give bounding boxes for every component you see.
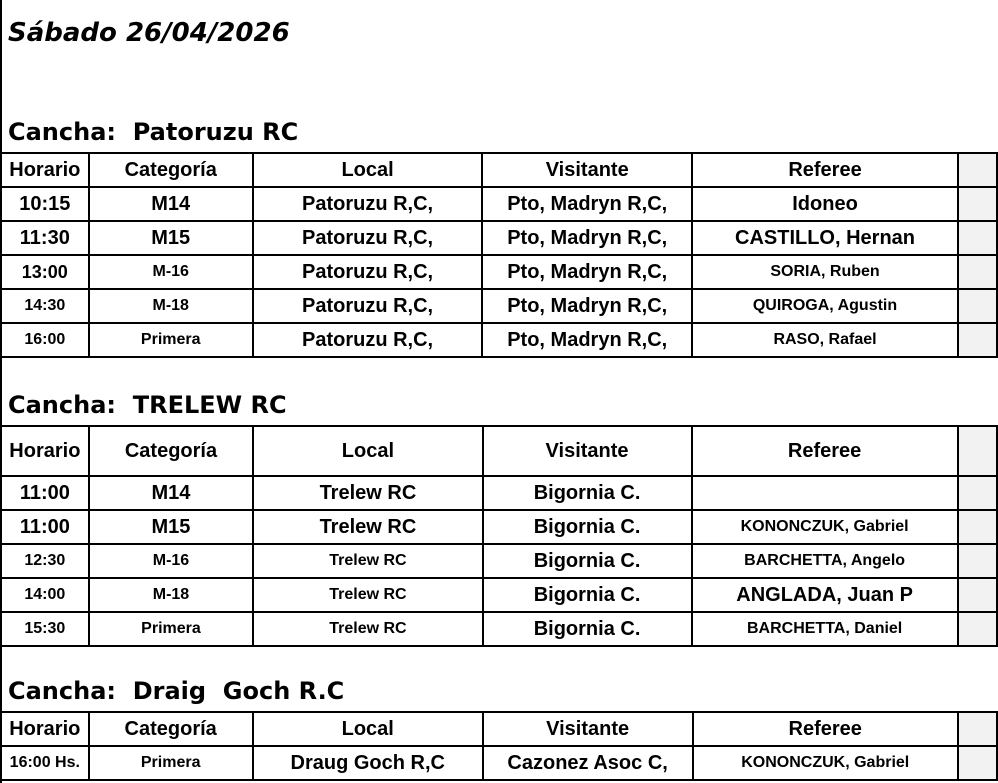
table-header-row — [1, 153, 997, 187]
cell-extra — [958, 323, 997, 357]
cell-visitante: Pto, Madryn R,C, — [482, 289, 692, 323]
cell-categoria: Primera — [89, 323, 253, 357]
header-local: Local — [253, 712, 483, 746]
table-row — [1, 578, 997, 612]
cell-categoria: M-18 — [89, 578, 254, 612]
cell-local: Patoruzu R,C, — [253, 187, 483, 221]
header-visitante: Visitante — [483, 426, 692, 476]
cell-local: Trelew RC — [253, 612, 482, 646]
table-row — [1, 323, 997, 357]
table-row — [1, 612, 997, 646]
cell-referee: RASO, Rafael — [692, 323, 958, 357]
cell-visitante: Bigornia C. — [483, 544, 692, 578]
cell-referee: BARCHETTA, Angelo — [692, 544, 958, 578]
cell-visitante: Bigornia C. — [483, 476, 692, 510]
header-categoria: Categoría — [89, 153, 253, 187]
cancha-title-patoruzu: Cancha: Patoruzu RC — [8, 118, 299, 146]
table-row — [1, 187, 997, 221]
cell-horario: 11:00 — [1, 510, 89, 544]
cell-extra — [958, 510, 997, 544]
cell-categoria: M-18 — [89, 289, 253, 323]
cell-visitante: Pto, Madryn R,C, — [482, 187, 692, 221]
cell-extra — [958, 255, 997, 289]
cell-local: Trelew RC — [253, 578, 482, 612]
table-row — [1, 746, 997, 780]
cell-visitante: Pto, Madryn R,C, — [482, 221, 692, 255]
schedule-table-draig-goch — [0, 711, 998, 781]
table-header-row — [1, 712, 997, 746]
cell-horario: 16:00 — [1, 323, 89, 357]
table-row — [1, 289, 997, 323]
cell-referee: BARCHETTA, Daniel — [692, 612, 958, 646]
header-referee: Referee — [692, 426, 958, 476]
cell-local: Patoruzu R,C, — [253, 323, 483, 357]
cell-extra — [958, 544, 997, 578]
header-extra — [958, 153, 997, 187]
cell-categoria: M-16 — [89, 544, 254, 578]
header-categoria: Categoría — [89, 426, 254, 476]
table-row — [1, 255, 997, 289]
cell-local: Trelew RC — [253, 544, 482, 578]
table-row — [1, 510, 997, 544]
cell-horario: 15:30 — [1, 612, 89, 646]
table-row — [1, 221, 997, 255]
header-extra — [958, 426, 997, 476]
left-border — [0, 0, 2, 783]
cell-visitante: Bigornia C. — [483, 612, 692, 646]
cell-extra — [958, 221, 997, 255]
cell-extra — [958, 289, 997, 323]
cancha-title-trelew: Cancha: TRELEW RC — [8, 391, 287, 419]
page-date-heading: Sábado 26/04/2026 — [8, 18, 290, 48]
cell-local: Trelew RC — [253, 510, 482, 544]
cell-visitante: Bigornia C. — [483, 510, 692, 544]
header-local: Local — [253, 153, 483, 187]
cell-horario: 14:30 — [1, 289, 89, 323]
cell-categoria: Primera — [89, 746, 253, 780]
cancha-title-draig-goch: Cancha: Draig Goch R.C — [8, 677, 345, 705]
header-visitante: Visitante — [482, 153, 692, 187]
cell-horario: 11:00 — [1, 476, 89, 510]
header-horario: Horario — [1, 426, 89, 476]
cell-referee: KONONCZUK, Gabriel — [692, 510, 958, 544]
cell-local: Patoruzu R,C, — [253, 289, 483, 323]
cell-referee: QUIROGA, Agustin — [692, 289, 958, 323]
cell-visitante: Cazonez Asoc C, — [483, 746, 693, 780]
cell-categoria: M14 — [89, 187, 253, 221]
cell-local: Draug Goch R,C — [253, 746, 483, 780]
cell-extra — [958, 746, 997, 780]
cell-referee: SORIA, Ruben — [692, 255, 958, 289]
cell-extra — [958, 187, 997, 221]
table-header-row — [1, 426, 997, 476]
header-local: Local — [253, 426, 482, 476]
cell-referee — [692, 476, 958, 510]
cell-local: Patoruzu R,C, — [253, 221, 483, 255]
cell-local: Trelew RC — [253, 476, 482, 510]
cell-horario: 13:00 — [1, 255, 89, 289]
cell-visitante: Pto, Madryn R,C, — [482, 255, 692, 289]
header-visitante: Visitante — [483, 712, 693, 746]
cell-referee: Idoneo — [692, 187, 958, 221]
header-extra — [958, 712, 997, 746]
cell-visitante: Pto, Madryn R,C, — [482, 323, 692, 357]
header-referee: Referee — [693, 712, 958, 746]
header-referee: Referee — [692, 153, 958, 187]
cell-horario: 16:00 Hs. — [1, 746, 89, 780]
schedule-table-trelew — [0, 425, 998, 647]
cell-horario: 11:30 — [1, 221, 89, 255]
header-horario: Horario — [1, 153, 89, 187]
cell-referee: KONONCZUK, Gabriel — [693, 746, 958, 780]
cell-horario: 12:30 — [1, 544, 89, 578]
cell-extra — [958, 476, 997, 510]
cell-categoria: Primera — [89, 612, 254, 646]
header-horario: Horario — [1, 712, 89, 746]
cell-local: Patoruzu R,C, — [253, 255, 483, 289]
cell-categoria: M14 — [89, 476, 254, 510]
table-row — [1, 544, 997, 578]
table-row — [1, 476, 997, 510]
cell-horario: 10:15 — [1, 187, 89, 221]
header-categoria: Categoría — [89, 712, 253, 746]
cell-referee: CASTILLO, Hernan — [692, 221, 958, 255]
schedule-table-patoruzu — [0, 152, 998, 358]
cell-horario: 14:00 — [1, 578, 89, 612]
cell-extra — [958, 578, 997, 612]
cell-visitante: Bigornia C. — [483, 578, 692, 612]
cell-referee: ANGLADA, Juan P — [692, 578, 958, 612]
cell-extra — [958, 612, 997, 646]
cell-categoria: M15 — [89, 510, 254, 544]
cell-categoria: M-16 — [89, 255, 253, 289]
cell-categoria: M15 — [89, 221, 253, 255]
